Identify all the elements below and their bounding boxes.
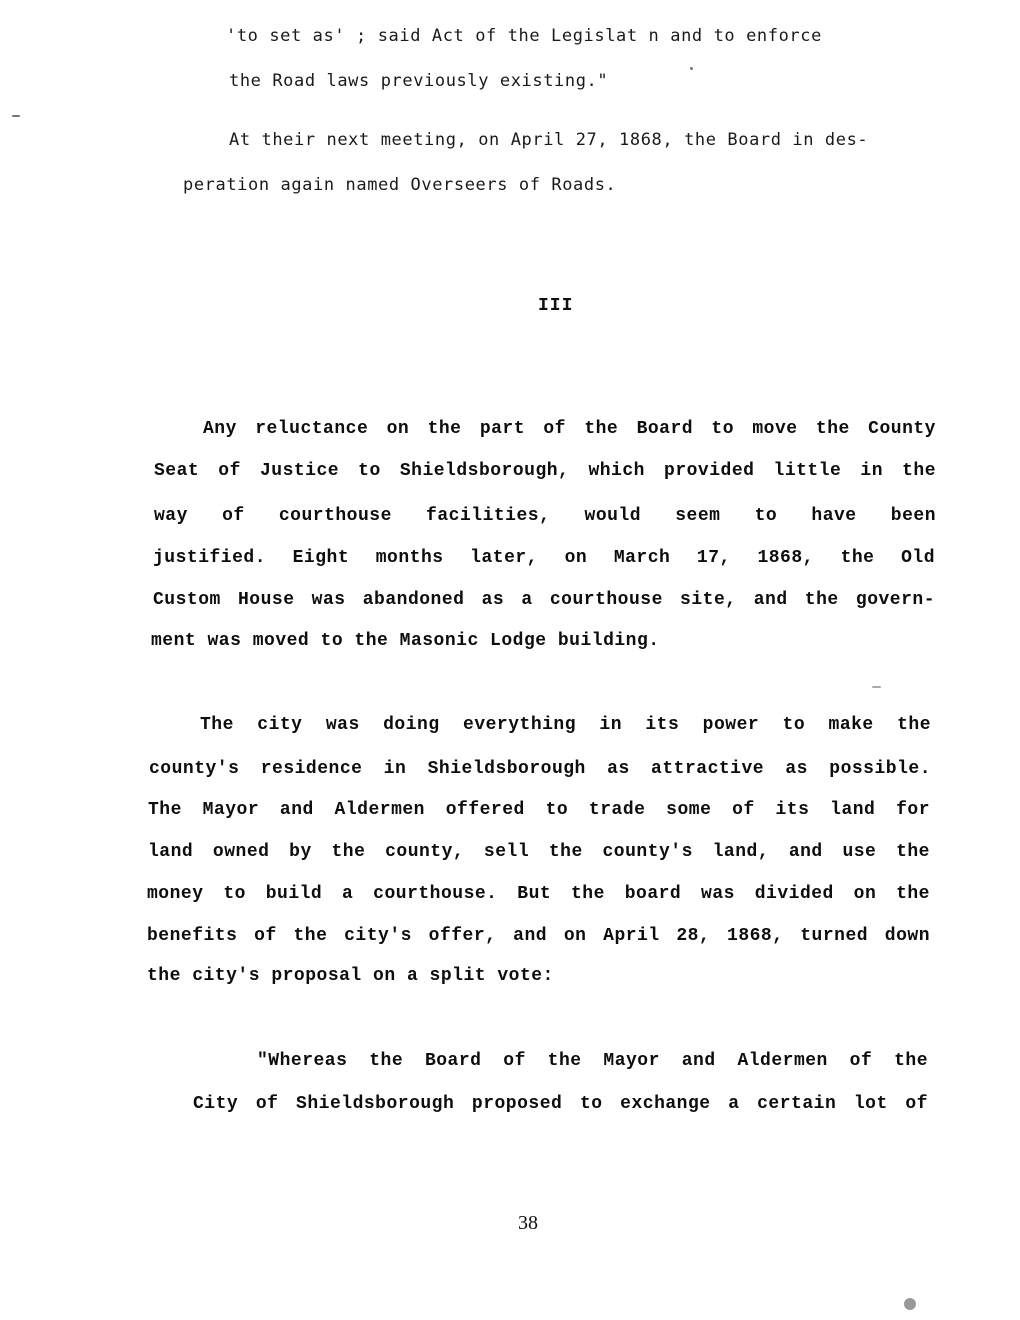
- paragraph-line: the city's proposal on a split vote:: [147, 966, 554, 986]
- scan-speck: [904, 1298, 916, 1310]
- meeting-paragraph-line-2: peration again named Overseers of Roads.: [183, 175, 617, 195]
- quotation-line: "Whereas the Board of the Mayor and Aldermen of the: [257, 1051, 928, 1071]
- paragraph-line: justified. Eight months later, on March 17, 1868, the Old: [153, 548, 935, 568]
- quotation-line: City of Shieldsborough proposed to exchange a certain lot of: [193, 1094, 928, 1114]
- paragraph-line: The Mayor and Aldermen offered to trade some of its land for: [148, 800, 930, 820]
- fragment-line-1: 'to set as' ; said Act of the Legislat n and to enforce: [226, 26, 822, 46]
- paragraph-line: land owned by the county, sell the county's land, and use the: [148, 842, 930, 862]
- section-heading: III: [538, 296, 574, 316]
- scan-speck: [12, 115, 20, 117]
- paragraph-line: money to build a courthouse. But the board was divided on the: [147, 884, 930, 904]
- paragraph-line: Seat of Justice to Shieldsborough, which provided little in the: [154, 461, 936, 481]
- scan-speck: [690, 67, 693, 70]
- fragment-line-2: the Road laws previously existing.": [229, 71, 609, 91]
- paragraph-line: county's residence in Shieldsborough as attractive as possible.: [149, 759, 931, 779]
- page-number: 38: [518, 1212, 538, 1234]
- paragraph-line: Custom House was abandoned as a courthouse site, and the govern-: [153, 590, 935, 610]
- scan-speck: [872, 686, 881, 688]
- paragraph-line: Any reluctance on the part of the Board to move the County: [203, 419, 936, 439]
- paragraph-line: ment was moved to the Masonic Lodge building.: [151, 631, 660, 651]
- paragraph-line: way of courthouse facilities, would seem to have been: [154, 506, 936, 526]
- paragraph-line: benefits of the city's offer, and on April 28, 1868, turned down: [147, 926, 930, 946]
- meeting-paragraph-line-1: At their next meeting, on April 27, 1868, the Board in des-: [229, 130, 869, 150]
- paragraph-line: The city was doing everything in its power to make the: [200, 715, 931, 735]
